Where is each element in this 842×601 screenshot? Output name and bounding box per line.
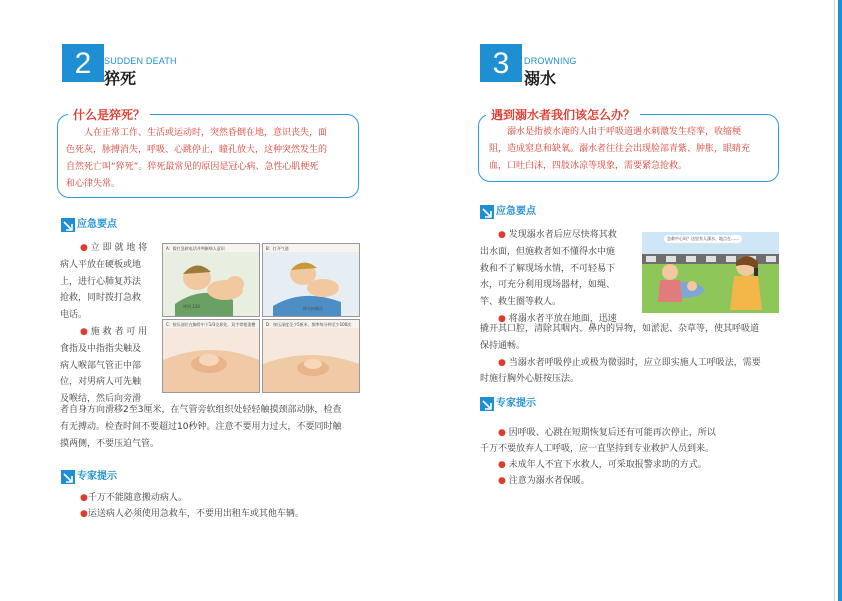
emergency-line: ● 将溺水者平放在地面，迅速 <box>498 313 617 324</box>
expert-item-text: 运送病人必须使用急救车，不要用出租车或其他车辆。 <box>87 509 304 519</box>
cpr-illustration-c <box>163 320 259 392</box>
section-number-2: 2 <box>62 44 104 82</box>
emergency-line: 水，可充分利用现场器材，如绳、 <box>480 280 616 291</box>
emergency-line: 上，进行心肺复苏法 <box>60 276 142 287</box>
panel-caption: C：按压部位在胸骨中下1/3交界处，双手掌根重叠 <box>166 322 256 327</box>
drowning-illustration <box>642 232 779 313</box>
emergency-line: 电话。 <box>60 310 88 321</box>
arrow-icon <box>61 470 75 484</box>
bullet-icon: ● <box>498 230 506 240</box>
expert-item <box>80 490 187 506</box>
right-edge-bar <box>838 0 842 601</box>
emergency-line: 有无搏动。检查时间不要超过10秒钟。注意不要用力过大，不要同时触 <box>60 421 342 432</box>
emergency-line: ● 发现溺水者后应尽快将其救 <box>498 230 617 240</box>
arrow-icon <box>480 205 494 219</box>
cpr-panel-b <box>262 243 360 317</box>
title-english: SUDDEN DEATH <box>104 56 177 66</box>
emergency-wide-text <box>480 321 780 388</box>
expert-item <box>80 506 304 522</box>
definition-line: 自然死亡叫“猝死”。猝死最常见的原因是冠心病、急性心肌梗死 <box>66 162 319 172</box>
page-title: 猝死 <box>104 69 137 88</box>
emergency-line: 者自身方向滑移2至3厘米，在气管旁软组织处轻轻触摸颈部动脉，检查 <box>60 405 342 415</box>
cpr-panel-d <box>262 319 360 393</box>
emergency-line: 救和不了解现场水情，不可轻易下 <box>480 263 616 274</box>
expert-item: ● 注意为溺水者保暖。 <box>498 476 590 486</box>
definition-title: 遇到溺水者我们该怎么办？ <box>486 106 640 123</box>
image-text: 仰头抬颏法 <box>303 306 323 311</box>
bullet-icon: ● <box>498 476 506 486</box>
definition-line: 色死灰，脉搏消失，呼吸、心跳停止，瞳孔放大，这种突然发生的 <box>66 145 328 155</box>
emergency-line: 出水面，但施救者如不懂得水中施 <box>480 246 616 257</box>
expert-item: 千万不要放弃人工呼吸，应一直坚持到专业救护人员到来。 <box>480 444 715 454</box>
emergency-line: ● 当溺水者呼吸停止或极为微弱时，应立即实施人工呼吸法，需要 <box>498 357 761 368</box>
bullet-icon: ● <box>498 460 506 470</box>
speech-bubble: 急救中心吗？这里有人溺水，地点在…… <box>664 235 742 243</box>
emergency-line: 及喉结，然后向旁滑 <box>60 394 142 405</box>
emergency-line: 抢救，同时拨打急救 <box>60 293 142 304</box>
bullet-icon: ● <box>498 357 506 368</box>
emergency-line: 竿、救生圈等救人。 <box>480 297 562 308</box>
cpr-illustration-a <box>163 244 259 316</box>
emergency-line: 病人平放在硬板或地 <box>60 259 142 270</box>
definition-title: 什么是猝死？ <box>68 106 150 123</box>
definition-line: 溺水是指被水淹的人由于呼吸道遇水刺激发生痉挛，收缩梗 <box>507 127 742 137</box>
definition-text <box>489 124 774 175</box>
expert-label: 专家提示 <box>496 398 536 409</box>
emergency-line: 撬开其口腔，清除其咽内、鼻内的异物，如淤泥、杂草等，使其呼吸道 <box>480 324 760 334</box>
emergency-line: 食指及中指指尖触及 <box>60 343 142 354</box>
emergency-label: 应急要点 <box>77 219 117 230</box>
emergency-line: 位，对男病人可先触 <box>60 377 142 388</box>
panel-caption: D：按压深度至少5厘米，频率每分钟至少100次 <box>266 322 352 327</box>
bullet-icon: ● <box>498 428 506 438</box>
page-divider <box>834 0 835 601</box>
bullet-icon: ● <box>80 243 88 253</box>
definition-line: 和心律失常。 <box>66 179 121 189</box>
definition-line: 血，口吐白沫，四肢冰凉等现象，需要紧急抢救。 <box>489 161 688 171</box>
emergency-line: ● 立 即 就 地 将 <box>80 243 148 253</box>
cpr-panel-a <box>162 243 260 317</box>
cpr-figure <box>162 243 358 391</box>
rescue-scene <box>642 232 779 313</box>
emergency-wide-text <box>60 402 370 452</box>
emergency-line: ● 施 救 者 可 用 <box>80 326 148 337</box>
emergency-label: 应急要点 <box>496 206 536 217</box>
emergency-line: 时施行胸外心脏按压法。 <box>480 374 580 385</box>
expert-label: 专家提示 <box>77 471 117 482</box>
page-title: 溺水 <box>524 69 557 88</box>
definition-line: 人在正常工作、生活或运动时，突然昏倒在地，意识丧失，面 <box>84 128 328 138</box>
emergency-line: 摸两侧，不要压迫气管。 <box>60 438 160 449</box>
bullet-icon: ● <box>80 326 88 337</box>
definition-line: 阻，造成窒息和缺氧。溺水者往往会出现脸部青紫、肿胀，眼睛充 <box>489 144 751 154</box>
section-number-3: 3 <box>480 44 522 82</box>
emergency-line: 保持通畅。 <box>480 340 526 351</box>
expert-item: ● 未成年人不宜下水救人，可采取报警求助的方式。 <box>498 460 707 470</box>
expert-item: ● 因呼吸、心跳在短期恢复后还有可能再次停止，所以 <box>498 428 716 438</box>
image-text: 呼叫 120 <box>183 304 200 309</box>
panel-caption: A：拨打急救电话并判断病人意识 <box>166 246 225 251</box>
arrow-icon <box>480 397 494 411</box>
expert-item-text: 千万不能随意搬动病人。 <box>87 493 187 503</box>
bullet-icon: ● <box>498 313 506 324</box>
bullet-icon: ● <box>80 509 88 519</box>
bullet-icon: ● <box>80 493 88 503</box>
emergency-line: 病人喉部气管正中部 <box>60 360 142 371</box>
emergency-narrow-text <box>480 227 640 328</box>
arrow-icon <box>61 218 75 232</box>
panel-caption: B：打开气道 <box>266 246 289 251</box>
emergency-narrow-text <box>60 240 160 408</box>
title-english: DROWNING <box>524 56 577 66</box>
definition-text <box>66 125 351 193</box>
cpr-panel-c <box>162 319 260 393</box>
cpr-illustration-d <box>263 320 359 392</box>
